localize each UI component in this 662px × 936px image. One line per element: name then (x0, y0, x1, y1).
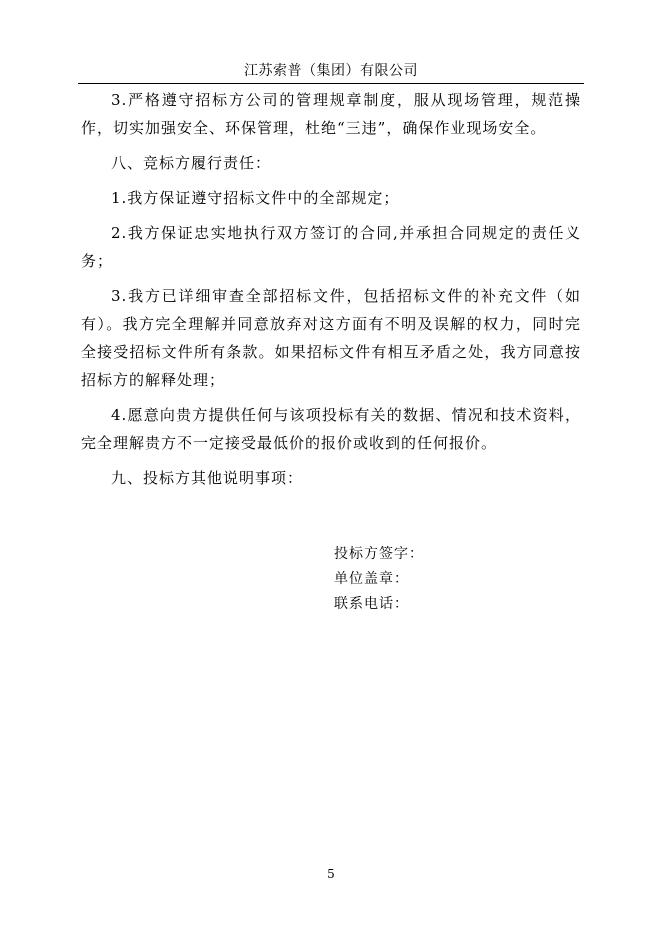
section-heading-8: 八、竞标方履行责任： (111, 154, 272, 172)
page-header: 江苏索普（集团）有限公司 (244, 63, 418, 79)
section-heading-9: 九、投标方其他说明事项： (111, 469, 304, 487)
seal-label: 单位盖章： (334, 571, 409, 587)
header-rule (78, 83, 584, 84)
paragraph-item-1: 1.我方保证遵守招标文件中的全部规定； (111, 189, 400, 207)
signature-block (334, 542, 424, 617)
phone-label: 联系电话： (334, 596, 409, 612)
paragraph-item-2: 2.我方保证忠实地执行双方签订的合同,并承担合同规定的责任义务； (81, 224, 581, 270)
document-body (81, 86, 581, 492)
signer-label: 投标方签字： (334, 546, 424, 562)
paragraph-item-4: 4.愿意向贵方提供任何与该项投标有关的数据、情况和技术资料，完全理解贵方不一定接受最低价的报价或收到的任何报价。 (81, 406, 581, 452)
paragraph-item-3: 3.我方已详细审查全部招标文件，包括招标文件的补充文件（如有）。我方完全理解并同意放弃对这方面有不明及误解的权力，同时完全接受招标文件所有条款。如果招标文件有相互矛盾之处，我方同意按招标方的解释处理； (81, 287, 581, 389)
page-number: 5 (327, 867, 335, 881)
paragraph-clause-3-safety: 3.严格遵守招标方公司的管理规章制度，服从现场管理，规范操作，切实加强安全、环保管理，杜绝“三违”，确保作业现场安全。 (81, 91, 581, 137)
